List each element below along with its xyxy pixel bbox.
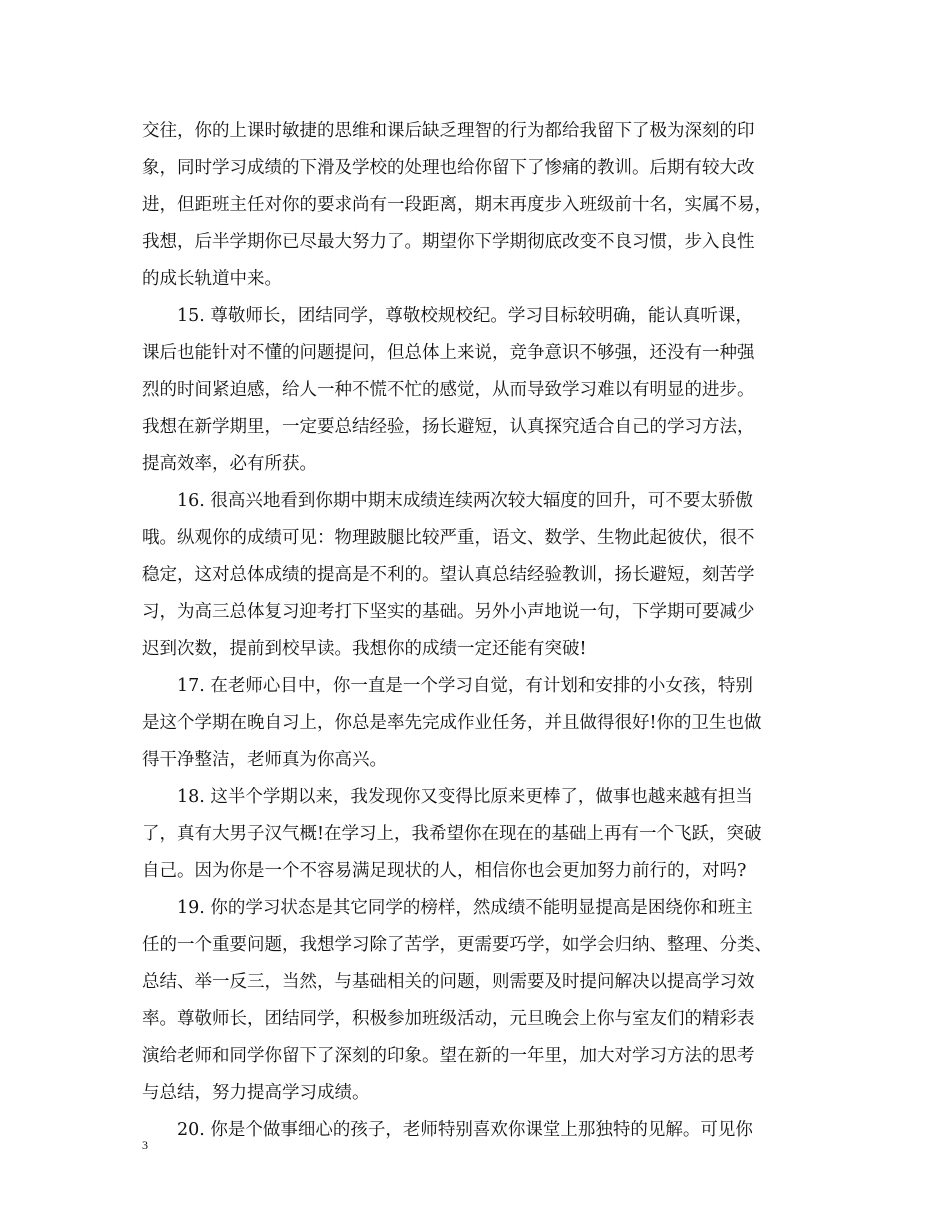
text-line: 得干净整洁，老师真为你高兴。 <box>142 750 387 770</box>
text-line: 进，但距班主任对你的要求尚有一段距离，期末再度步入班级前十名，实属不易， <box>142 195 772 215</box>
text-line: 的成长轨道中来。 <box>142 269 282 289</box>
text-line: 19. 你的学习状态是其它同学的榜样，然成绩不能明显提高是困绕你和班主 <box>177 898 753 918</box>
text-line: 自己。因为你是一个不容易满足现状的人，相信你也会更加努力前行的，对吗? <box>142 861 747 881</box>
text-line: 象，同时学习成绩的下滑及学校的处理也给你留下了惨痛的教训。后期有较大改 <box>142 158 755 178</box>
text-line: 演给老师和同学你留下了深刻的印象。望在新的一年里，加大对学习方法的思考 <box>142 1046 755 1066</box>
text-line: 18. 这半个学期以来，我发现你又变得比原来更棒了，做事也越来越有担当 <box>177 787 753 807</box>
text-line: 20. 你是个做事细心的孩子，老师特别喜欢你课堂上那独特的见解。可见你 <box>177 1120 753 1140</box>
document-body <box>142 113 822 1149</box>
text-line: 提高效率，必有所获。 <box>142 454 317 474</box>
text-line: 总结、举一反三，当然，与基础相关的问题，则需要及时提问解决以提高学习效 <box>142 972 755 992</box>
text-line: 稳定，这对总体成绩的提高是不利的。望认真总结经验教训，扬长避短，刻苦学 <box>142 565 755 585</box>
text-line: 15. 尊敬师长，团结同学，尊敬校规校纪。学习目标较明确，能认真听课， <box>177 306 753 326</box>
text-line: 交往，你的上课时敏捷的思维和课后缺乏理智的行为都给我留下了极为深刻的印 <box>142 121 755 141</box>
text-line: 烈的时间紧迫感，给人一种不慌不忙的感觉，从而导致学习难以有明显的进步。 <box>142 380 755 400</box>
text-line: 我想，后半学期你已尽最大努力了。期望你下学期彻底改变不良习惯，步入良性 <box>142 232 755 252</box>
text-line: 习，为高三总体复习迎考打下坚实的基础。另外小声地说一句，下学期可要减少 <box>142 602 755 622</box>
text-line: 是这个学期在晚自习上，你总是率先完成作业任务，并且做得很好!你的卫生也做 <box>142 713 762 733</box>
text-line: 与总结，努力提高学习成绩。 <box>142 1083 370 1103</box>
text-line: 了，真有大男子汉气概!在学习上，我希望你在现在的基础上再有一个飞跃，突破 <box>142 824 762 844</box>
text-line: 哦。纵观你的成绩可见：物理跛腿比较严重，语文、数学、生物此起彼伏，很不 <box>142 528 755 548</box>
text-line: 迟到次数，提前到校早读。我想你的成绩一定还能有突破! <box>142 639 587 659</box>
text-line: 课后也能针对不懂的问题提问，但总体上来说，竞争意识不够强，还没有一种强 <box>142 343 755 363</box>
page-number: 3 <box>142 1138 148 1152</box>
text-line: 率。尊敬师长，团结同学，积极参加班级活动，元旦晚会上你与室友们的精彩表 <box>142 1009 755 1029</box>
text-line: 16. 很高兴地看到你期中期末成绩连续两次较大辐度的回升，可不要太骄傲 <box>177 491 753 511</box>
text-line: 任的一个重要问题，我想学习除了苦学，更需要巧学，如学会归纳、整理、分类、 <box>142 935 772 955</box>
text-line: 17. 在老师心目中，你一直是一个学习自觉，有计划和安排的小女孩，特别 <box>177 676 753 696</box>
text-line: 我想在新学期里，一定要总结经验，扬长避短，认真探究适合自己的学习方法， <box>142 417 755 437</box>
